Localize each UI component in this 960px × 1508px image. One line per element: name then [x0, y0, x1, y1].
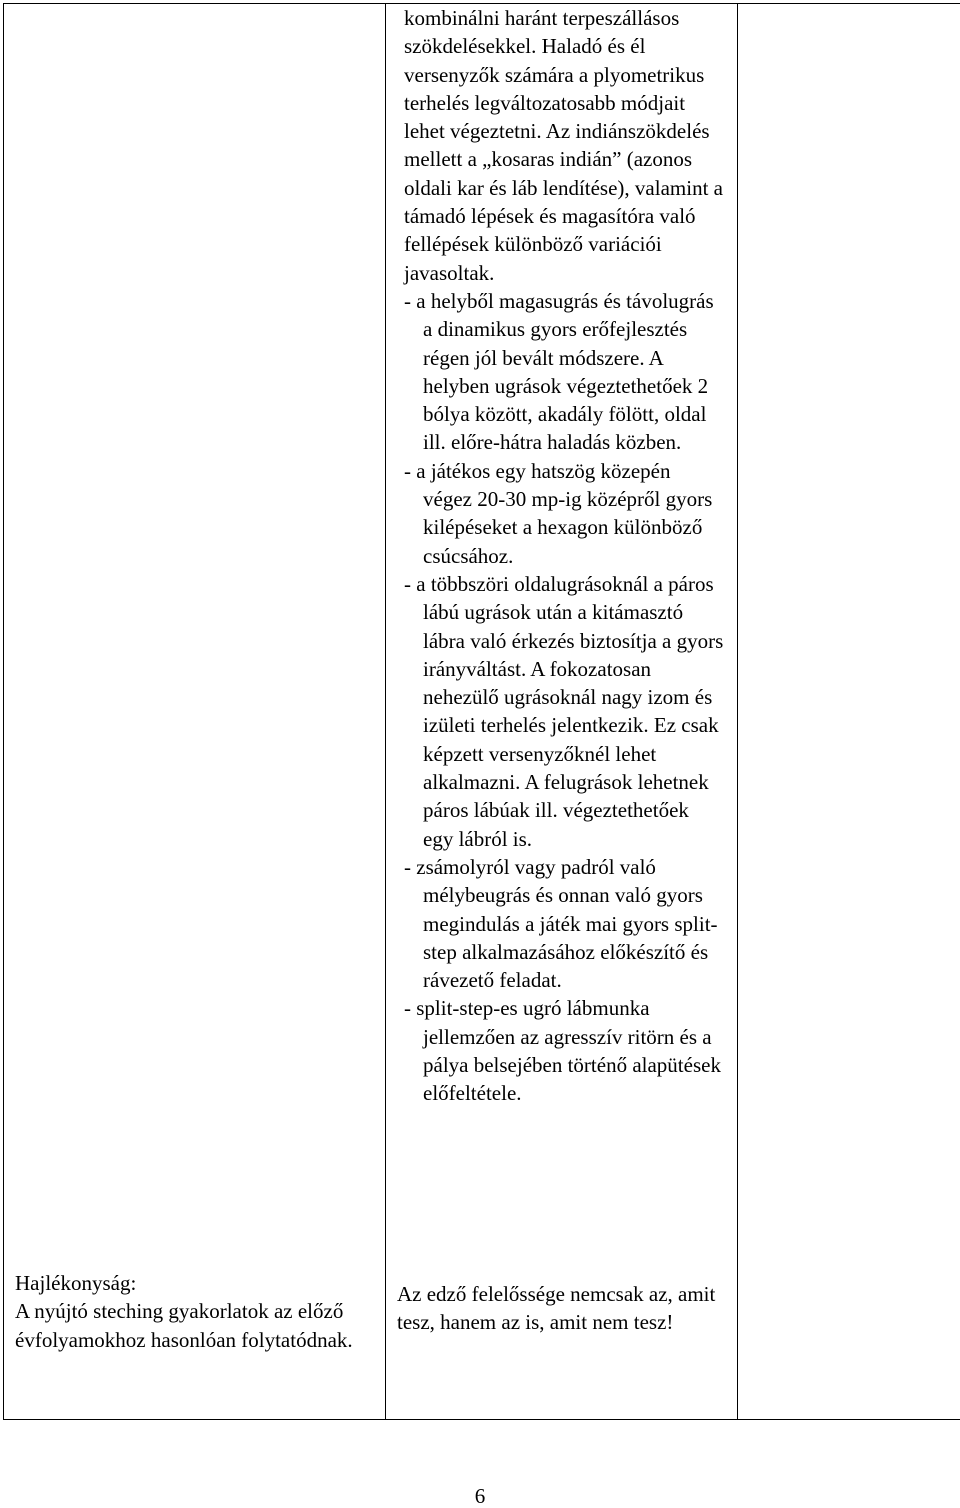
flexibility-heading: Hajlékonyság: — [15, 1269, 375, 1297]
intro-paragraph: kombinálni haránt terpeszállásos szökdelésekkel. Haladó és él versenyzők számára a plyometrikus terhelés legváltozatosabb módjait lehet végeztetni. Az indiánszökdelés mellett a „kosaras indián” (azonos oldali kar és láb lendítése), valamint a támadó lépések és magasítóra való fellépések különböző variációi javasoltak. — [404, 4, 724, 287]
flexibility-text: A nyújtó steching gyakorlatok az előző évfolyamokhoz hasonlóan folytatódnak. — [15, 1297, 375, 1354]
middle-column-cell — [386, 4, 738, 1420]
page-number: 6 — [0, 1484, 960, 1508]
flexibility-block — [15, 1269, 375, 1354]
left-column-cell — [4, 4, 386, 1420]
coach-quote — [397, 1280, 732, 1337]
list-item: - zsámolyról vagy padról való mélybeugrás és onnan való gyors megindulás a játék mai gyors split-step alkalmazásához előkészítő és rávezető feladat. — [404, 853, 724, 994]
coach-quote-text: Az edző felelőssége nemcsak az, amit tesz, hanem az is, amit nem tesz! — [397, 1280, 732, 1337]
list-item: - a többszöri oldalugrásoknál a páros lábú ugrások után a kitámasztó lábra való érkezés biztosítja a gyors irányváltást. A fokozatosan nehezülő ugrásoknál nagy izom és izületi terhelés jelentkezik. Ez csak képzett versenyzőknél lehet alkalmazni. A felugrások lehetnek páros lábúak ill. végeztethetőek egy lábról is. — [404, 570, 724, 853]
content-table — [3, 3, 960, 1420]
list-item: - a játékos egy hatszög közepén végez 20-30 mp-ig középről gyors kilépéseket a hexagon különböző csúcsához. — [404, 457, 724, 570]
right-column-cell — [738, 4, 960, 1420]
list-item: - a helyből magasugrás és távolugrás a dinamikus gyors erőfejlesztés régen jól bevált módszere. A helyben ugrások végeztethetőek 2 bólya között, akadály fölött, oldal ill. előre-hátra haladás közben. — [404, 287, 724, 457]
list-item: - split-step-es ugró lábmunka jellemzően az agresszív ritörn és a pálya belsejében történő alapütések előfeltétele. — [404, 994, 724, 1107]
plyometric-description — [404, 4, 724, 1108]
